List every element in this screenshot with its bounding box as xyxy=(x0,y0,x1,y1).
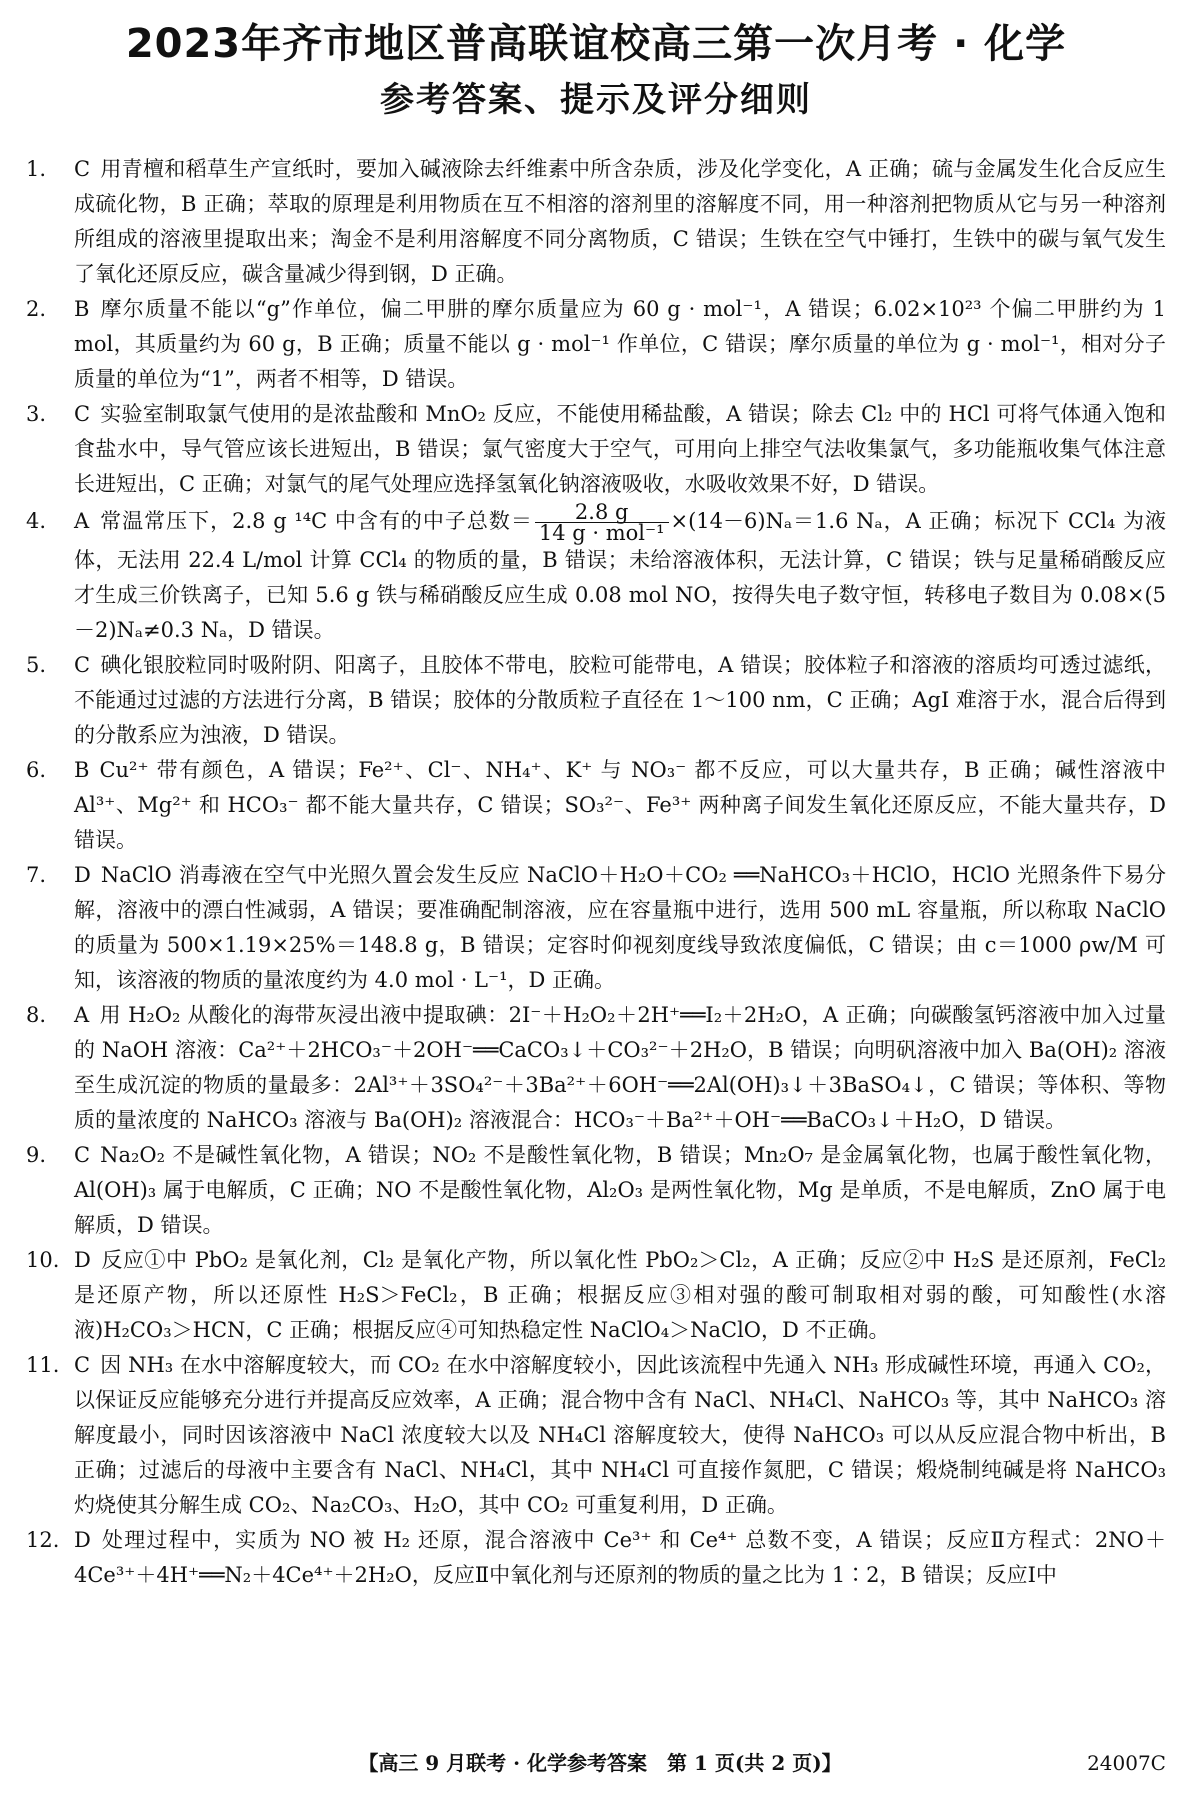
item-explanation: 处理过程中，实质为 NO 被 H₂ 还原，混合溶液中 Ce³⁺ 和 Ce⁴⁺ 总数不变，A 错误；反应Ⅱ方程式：2NO＋4Ce³⁺＋4H⁺══N₂＋4Ce⁴⁺＋2H₂O，反应Ⅱ中氧化剂与还原剂的物质的量之比为 1∶2，B 错误；反应Ⅰ中 xyxy=(74,1528,1166,1587)
item-answer: A xyxy=(74,509,90,533)
fraction-numerator: 2.8 g xyxy=(535,502,669,523)
page-footer xyxy=(0,1748,1200,1778)
answer-item-6 xyxy=(26,753,1166,858)
footer-code: 24007C xyxy=(1087,1751,1166,1775)
answer-item-10 xyxy=(26,1243,1166,1348)
item-explanation: Na₂O₂ 不是碱性氧化物，A 错误；NO₂ 不是酸性氧化物，B 错误；Mn₂O₇ 是金属氧化物，也属于酸性氧化物，Al(OH)₃ 属于电解质，C 正确；NO 不是酸性氧化物，Al₂O₃ 是两性氧化物，Mg 是单质，不是电解质，ZnO 属于电解质，D 错误。 xyxy=(74,1143,1166,1237)
item-answer: C xyxy=(74,1143,91,1167)
item-number: 9. xyxy=(26,1143,47,1167)
item-explanation: 用 H₂O₂ 从酸化的海带灰浸出液中提取碘：2I⁻＋H₂O₂＋2H⁺══I₂＋2H₂O，A 正确；向碳酸氢钙溶液中加入过量的 NaOH 溶液：Ca²⁺＋2HCO₃⁻＋2OH⁻══CaCO₃↓＋CO₃²⁻＋2H₂O，B 错误；向明矾溶液中加入 Ba(OH)₂ 溶液至生成沉淀的物质的量最多：2Al³⁺＋3SO₄²⁻＋3Ba²⁺＋6OH⁻══2Al(OH)₃↓＋3BaSO₄↓，C 错误；等体积、等物质的量浓度的 NaHCO₃ 溶液与 Ba(OH)₂ 溶液混合：HCO₃⁻＋Ba²⁺＋OH⁻══BaCO₃↓＋H₂O，D 错误。 xyxy=(74,1003,1166,1132)
item-explanation-lead: 常温常压下，2.8 g ¹⁴C 中含有的中子总数＝ xyxy=(99,509,533,533)
item-answer: A xyxy=(74,1003,90,1027)
item-number: 12. xyxy=(26,1528,60,1552)
item-explanation: Cu²⁺ 带有颜色，A 错误；Fe²⁺、Cl⁻、NH₄⁺、K⁺ 与 NO₃⁻ 都不反应，可以大量共存，B 正确；碱性溶液中 Al³⁺、Mg²⁺ 和 HCO₃⁻ 都不能大量共存，C 错误；SO₃²⁻、Fe³⁺ 两种离子间发生氧化还原反应，不能大量共存，D 错误。 xyxy=(74,758,1166,852)
item-number: 1. xyxy=(26,157,47,181)
item-explanation: 实验室制取氯气使用的是浓盐酸和 MnO₂ 反应，不能使用稀盐酸，A 错误；除去 Cl₂ 中的 HCl 可将气体通入饱和食盐水中，导气管应该长进短出，B 错误；氯气密度大于空气，可用向上排空气法收集氯气，多功能瓶收集气体注意长进短出，C 正确；对氯气的尾气处理应选择氢氧化钠溶液吸收，水吸收效果不好，D 错误。 xyxy=(74,402,1166,496)
item-number: 3. xyxy=(26,402,47,426)
answer-item-2 xyxy=(26,292,1166,397)
item-number: 2. xyxy=(26,297,47,321)
item-answer: C xyxy=(74,157,91,181)
item-number: 10. xyxy=(26,1248,60,1272)
item-explanation: 摩尔质量不能以“g”作单位，偏二甲肼的摩尔质量应为 60 g · mol⁻¹，A 错误；6.02×10²³ 个偏二甲肼约为 1 mol，其质量约为 60 g，B 正确；质量不能以 g · mol⁻¹ 作单位，C 错误；摩尔质量的单位为 g · mol⁻¹，相对分子质量的单位为“1”，两者不相等，D 错误。 xyxy=(74,297,1166,391)
answer-item-9 xyxy=(26,1138,1166,1243)
answer-item-3 xyxy=(26,397,1166,502)
item-explanation: ×(14－6)Nₐ＝1.6 Nₐ，A 正确；标况下 CCl₄ 为液体，无法用 22.4 L/mol 计算 CCl₄ 的物质的量，B 错误；未给溶液体积，无法计算，C 错误；铁与足量稀硝酸反应才生成三价铁离子，已知 5.6 g 铁与稀硝酸反应生成 0.08 mol NO，按得失电子数守恒，转移电子数目为 0.08×(5－2)Nₐ≠0.3 Nₐ，D 错误。 xyxy=(74,509,1166,642)
answer-item-12 xyxy=(26,1523,1166,1593)
item-answer: D xyxy=(74,1248,91,1272)
answer-item-1 xyxy=(26,152,1166,292)
answer-item-11 xyxy=(26,1348,1166,1523)
item-answer: B xyxy=(74,297,90,321)
item-explanation: 反应①中 PbO₂ 是氧化剂，Cl₂ 是氧化产物，所以氧化性 PbO₂＞Cl₂，A 正确；反应②中 H₂S 是还原剂，FeCl₂ 是还原产物，所以还原性 H₂S＞FeCl₂，B 正确；根据反应③相对强的酸可制取相对弱的酸，可知酸性(水溶液)H₂CO₃＞HCN，C 正确；根据反应④可知热稳定性 NaClO₄＞NaClO，D 不正确。 xyxy=(74,1248,1166,1342)
footer-page-info: 【高三 9 月联考 · 化学参考答案 第 1 页(共 2 页)】 xyxy=(358,1751,842,1775)
answer-list xyxy=(26,152,1166,1593)
answer-item-4 xyxy=(26,502,1166,648)
item-answer: C xyxy=(74,1353,91,1377)
item-explanation: 用青檀和稻草生产宣纸时，要加入碱液除去纤维素中所含杂质，涉及化学变化，A 正确；硫与金属发生化合反应生成硫化物，B 正确；萃取的原理是利用物质在互不相溶的溶剂里的溶解度不同，用一种溶剂把物质从它与另一种溶剂所组成的溶液里提取出来；淘金不是利用溶解度不同分离物质，C 错误；生铁在空气中锤打，生铁中的碳与氧气发生了氧化还原反应，碳含量减少得到钢，D 正确。 xyxy=(74,157,1166,286)
item-explanation: NaClO 消毒液在空气中光照久置会发生反应 NaClO＋H₂O＋CO₂ ══NaHCO₃＋HClO，HClO 光照条件下易分解，溶液中的漂白性减弱，A 错误；要准确配制溶液，应在容量瓶中进行，选用 500 mL 容量瓶，所以称取 NaClO 的质量为 500×1.19×25%＝148.8 g，B 错误；定容时仰视刻度线导致浓度偏低，C 错误；由 c＝1000 ρw/M 可知，该溶液的物质的量浓度约为 4.0 mol · L⁻¹，D 正确。 xyxy=(74,863,1166,992)
item-answer: B xyxy=(74,758,90,782)
item-explanation: 因 NH₃ 在水中溶解度较大，而 CO₂ 在水中溶解度较小，因此该流程中先通入 NH₃ 形成碱性环境，再通入 CO₂，以保证反应能够充分进行并提高反应效率，A 正确；混合物中含有 NaCl、NH₄Cl、NaHCO₃ 等，其中 NaHCO₃ 溶解度最小，同时因该溶液中 NaCl 浓度较大以及 NH₄Cl 溶解度较大，使得 NaHCO₃ 可以从反应混合物中析出，B 正确；过滤后的母液中主要含有 NaCl、NH₄Cl，其中 NH₄Cl 可直接作氮肥，C 错误；煅烧制纯碱是将 NaHCO₃ 灼烧使其分解生成 CO₂、Na₂CO₃、H₂O，其中 CO₂ 可重复利用，D 正确。 xyxy=(74,1353,1166,1517)
answer-item-8 xyxy=(26,998,1166,1138)
fraction-denominator: 14 g · mol⁻¹ xyxy=(538,521,665,545)
fraction xyxy=(535,502,669,543)
item-number: 5. xyxy=(26,653,47,677)
item-number: 11. xyxy=(26,1353,60,1377)
item-explanation: 碘化银胶粒同时吸附阴、阳离子，且胶体不带电，胶粒可能带电，A 错误；胶体粒子和溶液的溶质均可透过滤纸，不能通过过滤的方法进行分离，B 错误；胶体的分散质粒子直径在 1～100 nm，C 正确；AgI 难溶于水，混合后得到的分散系应为浊液，D 错误。 xyxy=(74,653,1166,747)
page-subtitle: 参考答案、提示及评分细则 xyxy=(380,80,812,120)
page-title: 2023年齐市地区普高联谊校高三第一次月考 · 化学 xyxy=(125,21,1067,67)
item-answer: D xyxy=(74,863,91,887)
item-answer: C xyxy=(74,653,91,677)
answer-item-5 xyxy=(26,648,1166,753)
item-number: 6. xyxy=(26,758,47,782)
item-answer: D xyxy=(74,1528,91,1552)
item-number: 7. xyxy=(26,863,47,887)
item-number: 4. xyxy=(26,509,47,533)
item-answer: C xyxy=(74,402,91,426)
answer-item-7 xyxy=(26,858,1166,998)
item-number: 8. xyxy=(26,1003,47,1027)
